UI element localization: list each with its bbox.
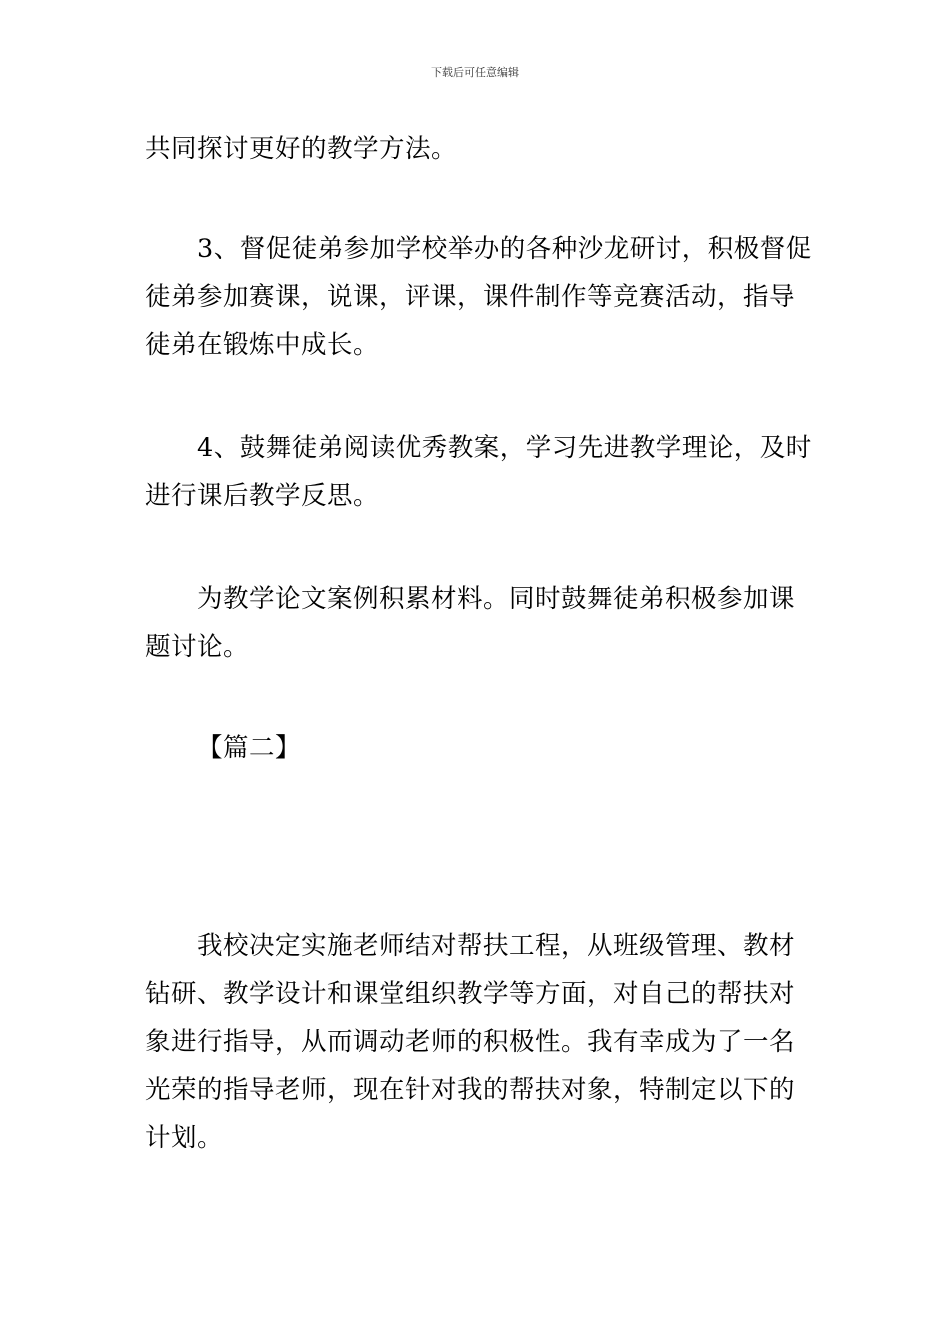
text-line: 徒弟在锻炼中成长。 xyxy=(145,330,380,360)
text-line: 4、鼓舞徒弟阅读优秀教案，学习先进教学理论，及时 xyxy=(197,433,812,463)
text-line: 光荣的指导老师，现在针对我的帮扶对象，特制定以下的 xyxy=(145,1075,796,1105)
text-line: 题讨论。 xyxy=(145,632,250,662)
text-line: 象进行指导，从而调动老师的积极性。我有幸成为了一名 xyxy=(145,1027,796,1057)
text-line: 3、督促徒弟参加学校举办的各种沙龙研讨，积极督促 xyxy=(197,234,812,264)
paragraph-continuation xyxy=(145,125,810,173)
paragraph-materials xyxy=(145,575,810,671)
text-line: 计划。 xyxy=(145,1123,224,1153)
paragraph-intro xyxy=(145,922,810,1162)
paragraph-item-3 xyxy=(145,225,810,369)
text-line: 为教学论文案例积累材料。同时鼓舞徒弟积极参加课 xyxy=(197,584,796,614)
page-header: 下载后可任意编辑 xyxy=(431,66,519,79)
section-heading xyxy=(145,724,810,772)
text-line: 我校决定实施老师结对帮扶工程，从班级管理、教材 xyxy=(197,931,796,961)
text-line: 徒弟参加赛课，说课，评课，课件制作等竞赛活动，指导 xyxy=(145,282,796,312)
section-title: 【篇二】 xyxy=(197,733,302,763)
text-line: 钻研、教学设计和课堂组织教学等方面，对自己的帮扶对 xyxy=(145,979,796,1009)
text-line: 进行课后教学反思。 xyxy=(145,481,380,511)
paragraph-item-4 xyxy=(145,424,810,520)
text-line: 共同探讨更好的教学方法。 xyxy=(145,134,458,164)
